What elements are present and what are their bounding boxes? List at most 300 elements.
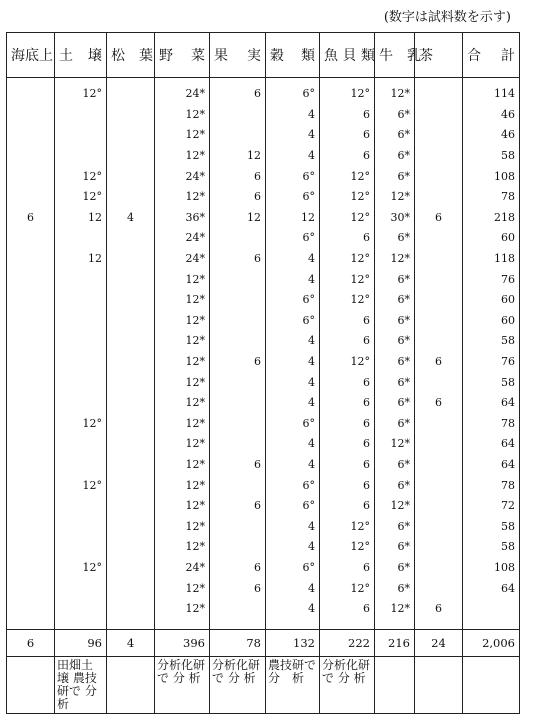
note-cell: 農技研で 分 析 xyxy=(266,657,320,714)
table-cell: 6° xyxy=(266,414,320,435)
table-cell xyxy=(7,434,55,455)
table-cell xyxy=(210,228,266,249)
table-cell: 12* xyxy=(155,105,210,126)
table-cell: 12* xyxy=(155,599,210,620)
table-cell: 6* xyxy=(375,125,415,146)
table-cell xyxy=(415,578,463,599)
table-cell: 60 xyxy=(463,228,520,249)
table-cell xyxy=(463,599,520,620)
header-tea: 茶 xyxy=(415,33,463,78)
table-cell xyxy=(107,125,155,146)
total-cell: 96 xyxy=(55,630,107,657)
header-seabed: 海底上 xyxy=(7,33,55,78)
table-cell xyxy=(7,311,55,332)
table-cell xyxy=(210,537,266,558)
table-cell: 6° xyxy=(266,311,320,332)
total-cell: 2,006 xyxy=(463,630,520,657)
table-cell: 12° xyxy=(55,166,107,187)
table-row xyxy=(7,208,520,229)
table-cell: 12° xyxy=(55,475,107,496)
table-cell xyxy=(7,228,55,249)
table-cell xyxy=(107,166,155,187)
table-cell: 58 xyxy=(463,372,520,393)
table-cell: 12° xyxy=(320,269,375,290)
table-cell: 6° xyxy=(266,475,320,496)
table-cell: 6 xyxy=(210,578,266,599)
totals-row xyxy=(7,630,520,657)
table-cell: 12° xyxy=(320,516,375,537)
table-cell xyxy=(107,475,155,496)
table-cell: 108 xyxy=(463,558,520,579)
table-cell xyxy=(415,434,463,455)
table-cell: 12* xyxy=(375,78,415,105)
table-cell: 12* xyxy=(155,475,210,496)
table-cell xyxy=(55,311,107,332)
table-cell: 118 xyxy=(463,249,520,270)
table-cell: 6* xyxy=(375,414,415,435)
table-cell: 6 xyxy=(210,558,266,579)
table-row xyxy=(7,249,520,270)
table-cell: 6* xyxy=(375,352,415,373)
table-cell: 6* xyxy=(375,537,415,558)
table-row xyxy=(7,372,520,393)
note-cell xyxy=(415,657,463,714)
table-cell: 12° xyxy=(320,78,375,105)
table-cell xyxy=(415,125,463,146)
table-cell: 58 xyxy=(463,146,520,167)
table-cell xyxy=(55,269,107,290)
table-cell: 12 xyxy=(55,249,107,270)
table-cell: 4 xyxy=(266,434,320,455)
table-row xyxy=(7,516,520,537)
table-cell: 64 xyxy=(463,578,520,599)
table-row xyxy=(7,537,520,558)
table-cell xyxy=(107,414,155,435)
table-cell: 6* xyxy=(375,372,415,393)
table-cell: 12° xyxy=(320,290,375,311)
table-cell xyxy=(7,166,55,187)
table-cell: 6° xyxy=(266,228,320,249)
table-cell xyxy=(7,599,55,620)
table-cell xyxy=(415,78,463,105)
table-cell xyxy=(210,475,266,496)
table-row xyxy=(7,78,520,105)
table-cell: 6 xyxy=(320,496,375,517)
table-cell: 24* xyxy=(155,249,210,270)
table-cell: 6 xyxy=(415,393,463,414)
table-cell: 4 xyxy=(107,208,155,229)
table-cell: 78 xyxy=(463,414,520,435)
table-row xyxy=(7,166,520,187)
table-cell: 6 xyxy=(320,228,375,249)
table-cell: 6* xyxy=(375,516,415,537)
table-cell xyxy=(415,166,463,187)
table-row xyxy=(7,105,520,126)
table-row xyxy=(7,455,520,476)
total-cell: 24 xyxy=(415,630,463,657)
table-cell: 6* xyxy=(375,393,415,414)
table-cell: 6 xyxy=(415,599,463,620)
table-cell: 6° xyxy=(266,187,320,208)
table-cell xyxy=(107,228,155,249)
table-cell: 6° xyxy=(266,496,320,517)
table-cell: 6° xyxy=(266,290,320,311)
table-note: (数字は試料数を示す) xyxy=(383,10,511,25)
table-cell xyxy=(55,578,107,599)
table-cell xyxy=(55,455,107,476)
header-soil: 土 壌 xyxy=(55,33,107,78)
table-cell: 64 xyxy=(463,434,520,455)
total-cell: 222 xyxy=(320,630,375,657)
table-body xyxy=(7,78,520,620)
table-cell: 58 xyxy=(463,516,520,537)
header-row xyxy=(7,33,520,78)
table-cell: 78 xyxy=(463,475,520,496)
table-cell: 4 xyxy=(266,146,320,167)
table-cell: 12* xyxy=(155,146,210,167)
table-cell xyxy=(7,578,55,599)
table-cell: 12* xyxy=(375,496,415,517)
table-cell xyxy=(7,496,55,517)
table-cell xyxy=(7,187,55,208)
table-cell xyxy=(210,125,266,146)
table-cell: 6 xyxy=(320,455,375,476)
table-cell xyxy=(7,475,55,496)
table-cell xyxy=(107,393,155,414)
table-cell: 4 xyxy=(266,537,320,558)
table-cell: 6* xyxy=(375,105,415,126)
table-cell xyxy=(107,496,155,517)
table-cell: 4 xyxy=(266,393,320,414)
table-cell: 24* xyxy=(155,78,210,105)
table-cell: 6 xyxy=(210,78,266,105)
table-cell: 24* xyxy=(155,228,210,249)
header-total: 合 計 xyxy=(463,33,520,78)
table-cell: 4 xyxy=(266,331,320,352)
table-cell: 4 xyxy=(266,455,320,476)
table-cell xyxy=(107,146,155,167)
table-cell xyxy=(107,290,155,311)
table-row xyxy=(7,475,520,496)
table-cell: 12* xyxy=(155,187,210,208)
table-cell: 6° xyxy=(266,558,320,579)
table-cell: 12* xyxy=(155,125,210,146)
table-cell xyxy=(107,78,155,105)
total-cell: 4 xyxy=(107,630,155,657)
table-cell: 6 xyxy=(320,125,375,146)
table-cell: 12° xyxy=(55,187,107,208)
table-cell xyxy=(210,311,266,332)
table-cell xyxy=(415,455,463,476)
table-cell xyxy=(107,455,155,476)
table-cell: 4 xyxy=(266,269,320,290)
table-cell xyxy=(107,537,155,558)
table-cell: 6 xyxy=(320,331,375,352)
header-grains: 穀 類 xyxy=(266,33,320,78)
table-cell: 12* xyxy=(155,372,210,393)
notes-row xyxy=(7,657,520,714)
table-cell: 6* xyxy=(375,558,415,579)
table-cell: 6* xyxy=(375,331,415,352)
table-cell xyxy=(210,290,266,311)
table-cell: 12° xyxy=(55,558,107,579)
table-row xyxy=(7,578,520,599)
spacer-row xyxy=(7,619,520,630)
table-cell: 6 xyxy=(210,249,266,270)
table-cell: 46 xyxy=(463,125,520,146)
table-row xyxy=(7,228,520,249)
table-row xyxy=(7,414,520,435)
table-cell xyxy=(55,393,107,414)
table-row xyxy=(7,311,520,332)
table-cell: 12* xyxy=(155,496,210,517)
table-row xyxy=(7,352,520,373)
table-cell xyxy=(415,228,463,249)
table-cell: 6 xyxy=(320,372,375,393)
table-cell xyxy=(107,269,155,290)
table-cell: 6* xyxy=(375,166,415,187)
table-cell: 46 xyxy=(463,105,520,126)
table-row xyxy=(7,496,520,517)
table-cell xyxy=(7,105,55,126)
table-cell: 6 xyxy=(320,414,375,435)
table-cell: 6 xyxy=(210,352,266,373)
table-cell xyxy=(7,372,55,393)
table-cell xyxy=(7,414,55,435)
table-cell: 12* xyxy=(375,187,415,208)
table-cell: 64 xyxy=(463,455,520,476)
table-cell xyxy=(107,105,155,126)
table-row xyxy=(7,599,520,620)
table-cell: 24* xyxy=(155,166,210,187)
table-cell xyxy=(7,516,55,537)
table-cell: 58 xyxy=(463,331,520,352)
table-cell xyxy=(107,599,155,620)
table-cell xyxy=(210,393,266,414)
table-cell: 60 xyxy=(463,290,520,311)
table-row xyxy=(7,331,520,352)
table-cell: 12 xyxy=(266,208,320,229)
table-cell xyxy=(415,414,463,435)
table-cell xyxy=(107,372,155,393)
table-cell: 6* xyxy=(375,475,415,496)
table-cell: 76 xyxy=(463,269,520,290)
table-cell: 4 xyxy=(266,578,320,599)
table-cell: 72 xyxy=(463,496,520,517)
header-milk: 牛 乳 xyxy=(375,33,415,78)
total-cell: 78 xyxy=(210,630,266,657)
table-cell: 4 xyxy=(266,125,320,146)
table-cell: 12° xyxy=(320,166,375,187)
total-cell: 6 xyxy=(7,630,55,657)
table-row xyxy=(7,290,520,311)
table-cell: 12° xyxy=(320,187,375,208)
table-cell: 6* xyxy=(375,146,415,167)
table-cell: 6 xyxy=(415,208,463,229)
table-cell: 78 xyxy=(463,187,520,208)
table-cell xyxy=(107,558,155,579)
table-cell xyxy=(210,434,266,455)
table-cell xyxy=(55,146,107,167)
total-cell: 132 xyxy=(266,630,320,657)
table-cell xyxy=(55,331,107,352)
table-cell xyxy=(7,269,55,290)
table-cell xyxy=(107,311,155,332)
table-cell: 6 xyxy=(320,558,375,579)
table-cell xyxy=(210,269,266,290)
table-cell xyxy=(107,187,155,208)
table-cell xyxy=(415,187,463,208)
table-cell xyxy=(7,331,55,352)
table-cell: 6 xyxy=(320,146,375,167)
table-cell: 6* xyxy=(375,311,415,332)
table-cell xyxy=(107,331,155,352)
table-cell xyxy=(210,105,266,126)
table-cell: 12° xyxy=(55,78,107,105)
table-cell xyxy=(7,125,55,146)
table-cell xyxy=(55,537,107,558)
table-cell: 6* xyxy=(375,455,415,476)
table-cell: 58 xyxy=(463,537,520,558)
table-cell: 4 xyxy=(266,599,320,620)
sample-count-table xyxy=(6,32,520,714)
table-cell xyxy=(415,249,463,270)
table-cell: 76 xyxy=(463,352,520,373)
table-cell xyxy=(210,599,266,620)
table-cell xyxy=(415,146,463,167)
table-cell xyxy=(7,78,55,105)
note-cell xyxy=(107,657,155,714)
table-cell: 6 xyxy=(320,434,375,455)
table-cell xyxy=(210,331,266,352)
table-cell: 6* xyxy=(375,578,415,599)
table-cell xyxy=(107,249,155,270)
table-cell xyxy=(55,516,107,537)
table-cell xyxy=(415,475,463,496)
table-cell: 12° xyxy=(55,414,107,435)
table-cell xyxy=(210,414,266,435)
total-cell: 216 xyxy=(375,630,415,657)
table-cell: 6 xyxy=(320,105,375,126)
table-cell: 12* xyxy=(155,537,210,558)
table-cell xyxy=(415,516,463,537)
table-cell: 218 xyxy=(463,208,520,229)
table-cell xyxy=(7,393,55,414)
table-cell: 12* xyxy=(155,414,210,435)
table-cell xyxy=(7,249,55,270)
table-cell: 4 xyxy=(266,516,320,537)
table-cell: 4 xyxy=(266,249,320,270)
table-cell: 24* xyxy=(155,558,210,579)
table-cell xyxy=(55,228,107,249)
table-cell xyxy=(55,372,107,393)
table-cell: 4 xyxy=(266,372,320,393)
table-cell xyxy=(107,352,155,373)
table-row xyxy=(7,434,520,455)
table-cell xyxy=(107,578,155,599)
table-cell: 6* xyxy=(375,269,415,290)
table-cell: 6 xyxy=(320,311,375,332)
table-cell: 6 xyxy=(210,166,266,187)
table-cell: 12 xyxy=(55,208,107,229)
table-cell: 12* xyxy=(375,434,415,455)
table-cell: 12* xyxy=(155,516,210,537)
table-cell: 6 xyxy=(320,393,375,414)
table-row xyxy=(7,269,520,290)
table-cell: 12° xyxy=(320,352,375,373)
table-cell xyxy=(55,599,107,620)
table-cell: 12* xyxy=(375,249,415,270)
table-cell xyxy=(415,105,463,126)
total-cell: 396 xyxy=(155,630,210,657)
table-cell: 12* xyxy=(155,434,210,455)
table-cell: 60 xyxy=(463,311,520,332)
table-cell xyxy=(55,352,107,373)
table-cell xyxy=(107,434,155,455)
table-cell: 12* xyxy=(155,290,210,311)
table-cell xyxy=(415,331,463,352)
table-cell: 12° xyxy=(320,208,375,229)
table-cell: 64 xyxy=(463,393,520,414)
table-row xyxy=(7,393,520,414)
table-cell xyxy=(415,558,463,579)
table-cell: 36* xyxy=(155,208,210,229)
table-cell: 4 xyxy=(266,105,320,126)
header-seafood: 魚 貝 類 xyxy=(320,33,375,78)
table-cell: 6° xyxy=(266,78,320,105)
table-cell xyxy=(415,269,463,290)
table-cell xyxy=(7,352,55,373)
table-cell: 12° xyxy=(320,578,375,599)
table-cell xyxy=(107,516,155,537)
note-cell: 分析化研 で 分 析 xyxy=(320,657,375,714)
note-cell: 分析化研 で 分 析 xyxy=(155,657,210,714)
note-cell xyxy=(375,657,415,714)
table-cell xyxy=(7,558,55,579)
table-cell xyxy=(55,105,107,126)
note-cell: 田畑土壌 農技研で 分 析 xyxy=(55,657,107,714)
table-cell xyxy=(415,372,463,393)
table-cell xyxy=(415,537,463,558)
header-pine-needles: 松 葉 xyxy=(107,33,155,78)
table-cell xyxy=(210,372,266,393)
header-fruit: 果 実 xyxy=(210,33,266,78)
table-cell xyxy=(7,146,55,167)
table-cell: 12* xyxy=(155,352,210,373)
table-cell: 12° xyxy=(320,537,375,558)
table-cell: 12* xyxy=(155,331,210,352)
table-cell xyxy=(415,311,463,332)
table-cell: 6* xyxy=(375,290,415,311)
table-cell xyxy=(7,537,55,558)
table-cell: 6 xyxy=(210,187,266,208)
table-row xyxy=(7,125,520,146)
header-vegetables: 野 菜 xyxy=(155,33,210,78)
table-cell: 6 xyxy=(320,475,375,496)
table-cell: 12* xyxy=(375,599,415,620)
table-cell: 114 xyxy=(463,78,520,105)
note-cell xyxy=(7,657,55,714)
table-cell xyxy=(415,496,463,517)
table-cell xyxy=(55,290,107,311)
table-cell xyxy=(210,516,266,537)
table-cell: 6 xyxy=(320,599,375,620)
table-cell xyxy=(55,434,107,455)
table-cell xyxy=(415,290,463,311)
table-cell xyxy=(55,496,107,517)
table-cell: 6 xyxy=(210,455,266,476)
table-cell xyxy=(55,125,107,146)
